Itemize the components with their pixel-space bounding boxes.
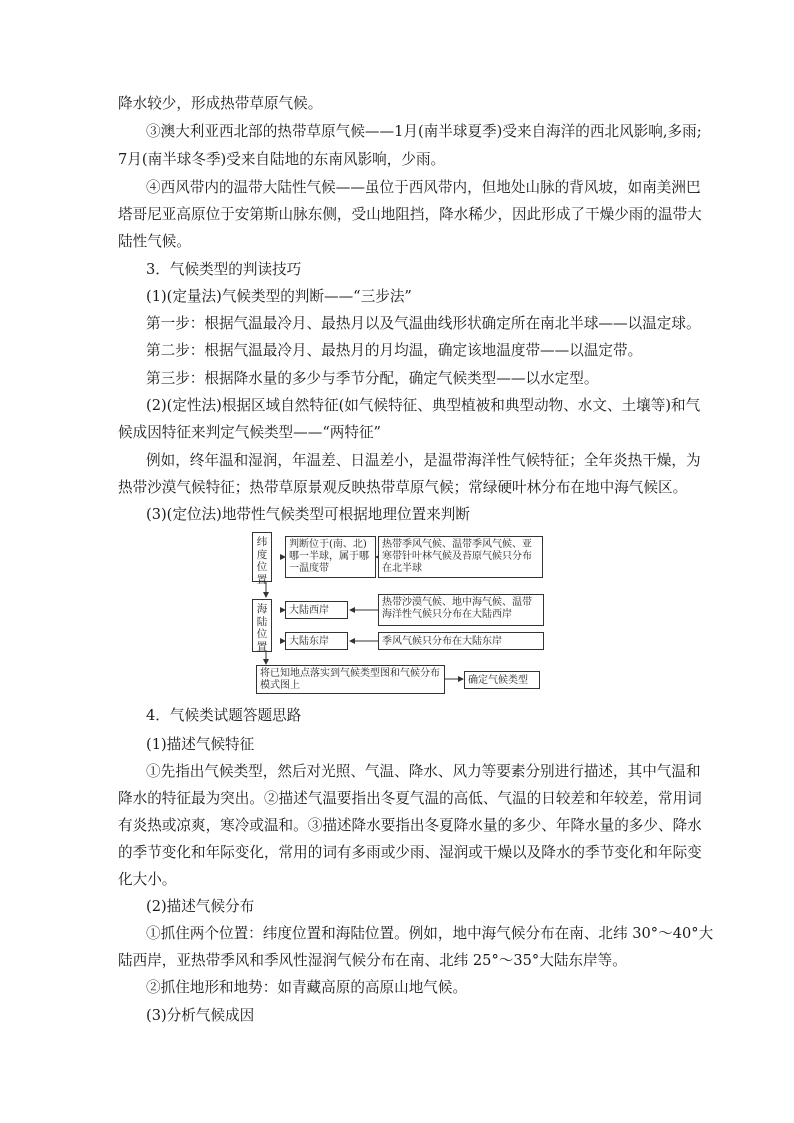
land-sea-position-box: 海陆位置 [252, 599, 272, 652]
north-hemisphere-climates-box: 热带季风气候、温带季风气候、亚寒带针叶林气候及苔原气候只分布在北半球 [378, 536, 543, 578]
text-line: (1)(定量法)气候类型的判断——“三步法” [146, 288, 412, 305]
text-line: 候成因特征来判定气候类型——“两特征” [118, 424, 382, 441]
text-line: ④西风带内的温带大陆性气候——虽位于西风带内，但地处山脉的背风坡，如南美洲巴 [146, 179, 701, 196]
text-line: (3)分析气候成因 [146, 1007, 255, 1024]
west-coast-box: 大陆西岸 [285, 601, 348, 619]
text-line: 第三步：根据降水量的多少与季节分配，确定气候类型——以水定型。 [146, 370, 599, 387]
section-heading: 4．气候类试题答题思路 [146, 707, 302, 724]
determine-climate-type-box: 确定气候类型 [464, 671, 540, 689]
text-line: 7月(南半球冬季)受来自陆地的东南风影响，少雨。 [118, 151, 446, 168]
text-line: 第一步：根据气温最冷月、最热月以及气温曲线形状确定所在南北半球——以温定球。 [146, 315, 701, 332]
text-line: ②抓住地形和地势：如青藏高原的高原山地气候。 [146, 979, 468, 996]
text-line: 有炎热或凉爽，寒冷或温和。③描述降水要指出冬夏降水量的多少、年降水量的多少、降水 [118, 817, 702, 834]
text-line: (3)(定位法)地带性气候类型可根据地理位置来判断 [146, 506, 470, 523]
west-coast-climates-box: 热带沙漠气候、地中海气候、温带海洋性气候只分布在大陆西岸 [378, 594, 544, 626]
text-line: 降水的特征最为突出。②描述气温要指出冬夏气温的高低、气温的日较差和年较差，常用词 [118, 790, 702, 807]
text-line: 塔哥尼亚高原位于安第斯山脉东侧，受山地阻挡，降水稀少，因此形成了干燥少雨的温带大 [118, 206, 702, 223]
map-placement-box: 将已知地点落实到气候类型图和气候分布模式图上 [256, 665, 445, 694]
text-line: ①先指出气候类型，然后对光照、气温、降水、风力等要素分别进行描述，其中气温和 [146, 763, 701, 780]
text-line: (2)(定性法)根据区域自然特征(如气候特征、典型植被和典型动物、水文、土壤等)和气 [146, 397, 701, 414]
east-coast-box: 大陆东岸 [285, 632, 348, 650]
east-coast-climates-box: 季风气候只分布在大陆东岸 [378, 632, 544, 650]
section-heading: 3．气候类型的判读技巧 [146, 261, 302, 278]
climate-location-flowchart [252, 529, 552, 699]
text-line: 的季节变化和年际变化，常用的词有多雨或少雨、湿润或干燥以及降水的季节变化和年际变 [118, 844, 702, 861]
judge-hemisphere-box: 判断位于(南、北)哪一半球，属于哪一温度带 [285, 536, 376, 578]
text-line: 第二步：根据气温最冷月、最热月的月均温，确定该地温度带——以温定带。 [146, 342, 643, 359]
text-line: 降水较少，形成热带草原气候。 [118, 95, 323, 112]
latitude-position-box: 纬度位置 [252, 532, 272, 582]
text-line: ①抓住两个位置：纬度位置和海陆位置。例如，地中海气候分布在南、北纬 30°～40°大 [146, 925, 714, 942]
text-line: ③澳大利亚西北部的热带草原气候——1月(南半球夏季)受来自海洋的西北风影响,多雨; [146, 123, 702, 140]
text-line: 陆性气候。 [118, 233, 191, 250]
text-line: (1)描述气候特征 [146, 736, 255, 753]
text-line: 化大小。 [118, 871, 177, 888]
text-line: (2)描述气候分布 [146, 898, 255, 915]
text-line: 例如，终年温和湿润，年温差、日温差小，是温带海洋性气候特征；全年炎热干燥，为 [146, 452, 701, 469]
text-line: 陆西岸，亚热带季风和季风性湿润气候分布在南、北纬 25°～35°大陆东岸等。 [118, 952, 627, 969]
text-line: 热带沙漠气候特征；热带草原景观反映热带草原气候；常绿硬叶林分布在地中海气候区。 [118, 479, 688, 496]
